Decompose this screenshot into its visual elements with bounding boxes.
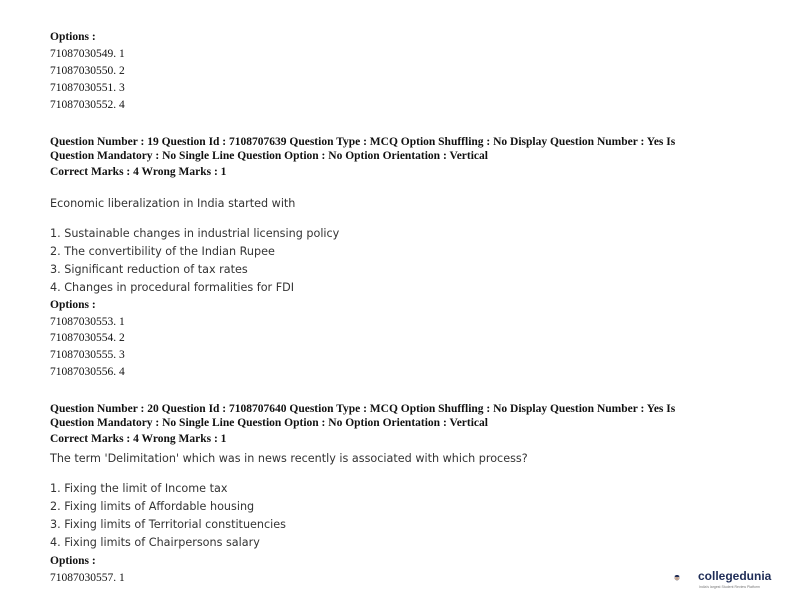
option-id: 71087030556. 4 — [50, 366, 125, 378]
question-marks: Correct Marks : 4 Wrong Marks : 1 — [50, 433, 227, 445]
answer-choice: 3. Fixing limits of Territorial constituencies — [50, 518, 286, 531]
option-id: 71087030551. 3 — [50, 82, 125, 94]
option-id: 71087030554. 2 — [50, 332, 125, 344]
option-id: 71087030549. 1 — [50, 48, 125, 60]
collegedunia-logo-icon — [674, 564, 698, 592]
option-id: 71087030553. 1 — [50, 316, 125, 328]
answer-choice: 2. The convertibility of the Indian Rupee — [50, 245, 275, 258]
brand-wordmark: collegedunia — [698, 569, 772, 583]
question-header-line: Question Mandatory : No Single Line Question Option : No Option Orientation : Vertical — [50, 417, 488, 429]
answer-choice: 4. Fixing limits of Chairpersons salary — [50, 536, 260, 549]
options-label: Options : — [50, 31, 96, 43]
question-text: Economic liberalization in India started with — [50, 197, 296, 210]
answer-choice: 4. Changes in procedural formalities for FDI — [50, 281, 295, 294]
option-id: 71087030557. 1 — [50, 572, 125, 584]
option-id: 71087030550. 2 — [50, 65, 125, 77]
question-header-line: Question Number : 19 Question Id : 7108707639 Question Type : MCQ Option Shuffling : No Display Question Number : Yes Is — [50, 136, 676, 148]
question-header-line: Question Number : 20 Question Id : 7108707640 Question Type : MCQ Option Shuffling : No Display Question Number : Yes Is — [50, 403, 676, 415]
answer-choice: 3. Significant reduction of tax rates — [50, 263, 248, 276]
question-text: The term 'Delimitation' which was in news recently is associated with which process? — [50, 452, 528, 465]
question-marks: Correct Marks : 4 Wrong Marks : 1 — [50, 166, 227, 178]
answer-choice: 1. Fixing the limit of Income tax — [50, 482, 228, 495]
brand-tagline: India's largest Student Review Platform — [699, 585, 760, 589]
question-header-line: Question Mandatory : No Single Line Question Option : No Option Orientation : Vertical — [50, 150, 488, 162]
option-id: 71087030555. 3 — [50, 349, 125, 361]
options-label: Options : — [50, 555, 96, 567]
answer-choice: 2. Fixing limits of Affordable housing — [50, 500, 255, 513]
option-id: 71087030552. 4 — [50, 99, 125, 111]
answer-choice: 1. Sustainable changes in industrial licensing policy — [50, 227, 340, 240]
options-label: Options : — [50, 299, 96, 311]
